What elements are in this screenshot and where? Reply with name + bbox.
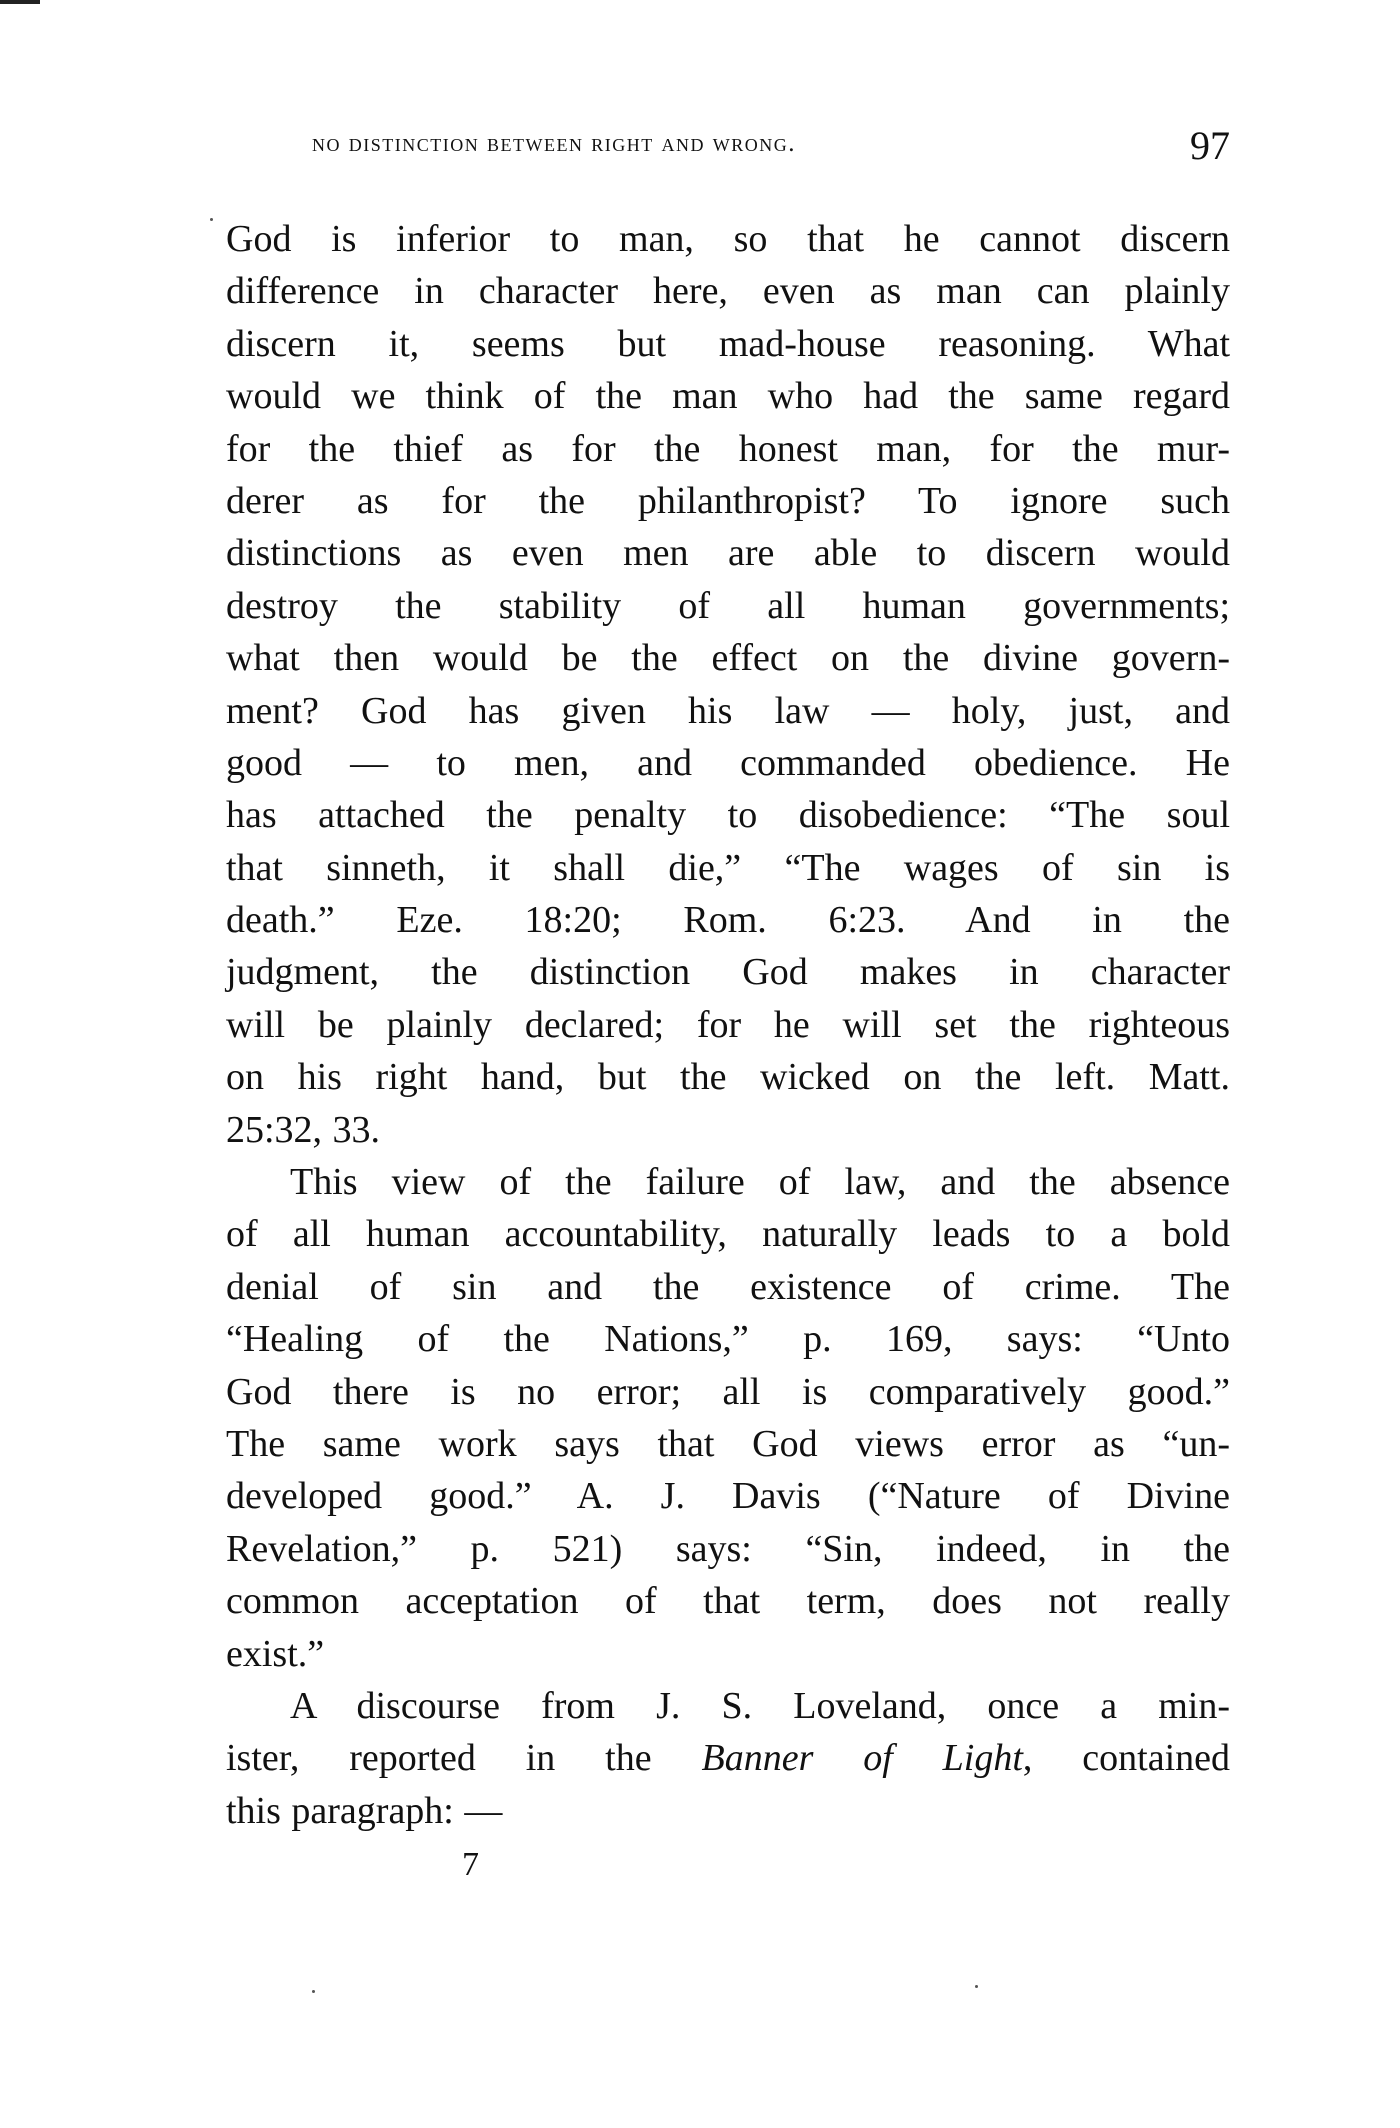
text-line: will be plainly declared; for he will set the righteous bbox=[226, 1003, 1230, 1046]
text-line: A discourse from J. S. Loveland, once a min- bbox=[290, 1684, 1230, 1727]
text-line: ment? God has given his law — holy, just, and bbox=[226, 689, 1230, 732]
scan-speck bbox=[975, 1985, 978, 1988]
text-line: discern it, seems but mad-house reasoning. What bbox=[226, 322, 1230, 365]
text-line: Revelation,” p. 521) says: “Sin, indeed, in the bbox=[226, 1527, 1230, 1570]
text-line: developed good.” A. J. Davis (“Nature of Divine bbox=[226, 1475, 1230, 1518]
running-title: no distinction between right and wrong. bbox=[312, 130, 796, 157]
text-line: God there is no error; all is comparatively good.” bbox=[226, 1370, 1230, 1413]
text-line: This view of the failure of law, and the absence bbox=[290, 1161, 1230, 1204]
text-segment: , contained bbox=[1022, 1737, 1230, 1780]
text-line: difference in character here, even as man can plainly bbox=[226, 270, 1230, 313]
text-line: death.” Eze. 18:20; Rom. 6:23. And in the bbox=[226, 899, 1230, 942]
text-line: The same work says that God views error as “un- bbox=[226, 1422, 1230, 1465]
text-line: for the thief as for the honest man, for the mur- bbox=[226, 427, 1230, 470]
text-line: common acceptation of that term, does not really bbox=[226, 1580, 1230, 1623]
paragraph bbox=[226, 1680, 1230, 1837]
text-line: on his right hand, but the wicked on the left. Matt. bbox=[226, 1056, 1230, 1099]
text-line: denial of sin and the existence of crime. The bbox=[226, 1265, 1230, 1308]
scan-speck bbox=[312, 1990, 315, 1993]
text-line: this paragraph: — bbox=[226, 1789, 503, 1832]
page-header bbox=[312, 122, 1230, 166]
text-line: “Healing of the Nations,” p. 169, says: “Unto bbox=[226, 1318, 1230, 1361]
paragraph bbox=[226, 1156, 1230, 1680]
paragraph bbox=[226, 213, 1230, 1156]
body-text bbox=[226, 213, 1230, 1837]
text-line: 25:32, 33. bbox=[226, 1108, 381, 1151]
text-line: of all human accountability, naturally leads to a bold bbox=[226, 1213, 1230, 1256]
scan-speck bbox=[210, 218, 213, 221]
text-line: destroy the stability of all human governments; bbox=[226, 584, 1230, 627]
text-line: good — to men, and commanded obedience. He bbox=[226, 741, 1230, 784]
text-line: that sinneth, it shall die,” “The wages of sin is bbox=[226, 846, 1230, 889]
signature-mark: 7 bbox=[462, 1846, 479, 1883]
italic-title: Banner of Light bbox=[701, 1737, 1023, 1780]
text-line: God is inferior to man, so that he cannot discern bbox=[226, 218, 1230, 260]
scan-edge-mark bbox=[0, 0, 40, 4]
text-segment: ister, reported in the bbox=[226, 1737, 702, 1780]
page-number: 97 bbox=[1190, 123, 1230, 168]
text-line: what then would be the effect on the divine govern- bbox=[226, 637, 1230, 680]
text-line: exist.” bbox=[226, 1632, 325, 1675]
text-line: derer as for the philanthropist? To ignore such bbox=[226, 479, 1230, 522]
text-line: would we think of the man who had the same regard bbox=[226, 375, 1230, 418]
text-line: has attached the penalty to disobedience: “The soul bbox=[226, 794, 1230, 837]
text-line: distinctions as even men are able to discern would bbox=[226, 532, 1230, 575]
text-line bbox=[226, 1732, 1230, 1784]
text-line: judgment, the distinction God makes in character bbox=[226, 951, 1230, 994]
